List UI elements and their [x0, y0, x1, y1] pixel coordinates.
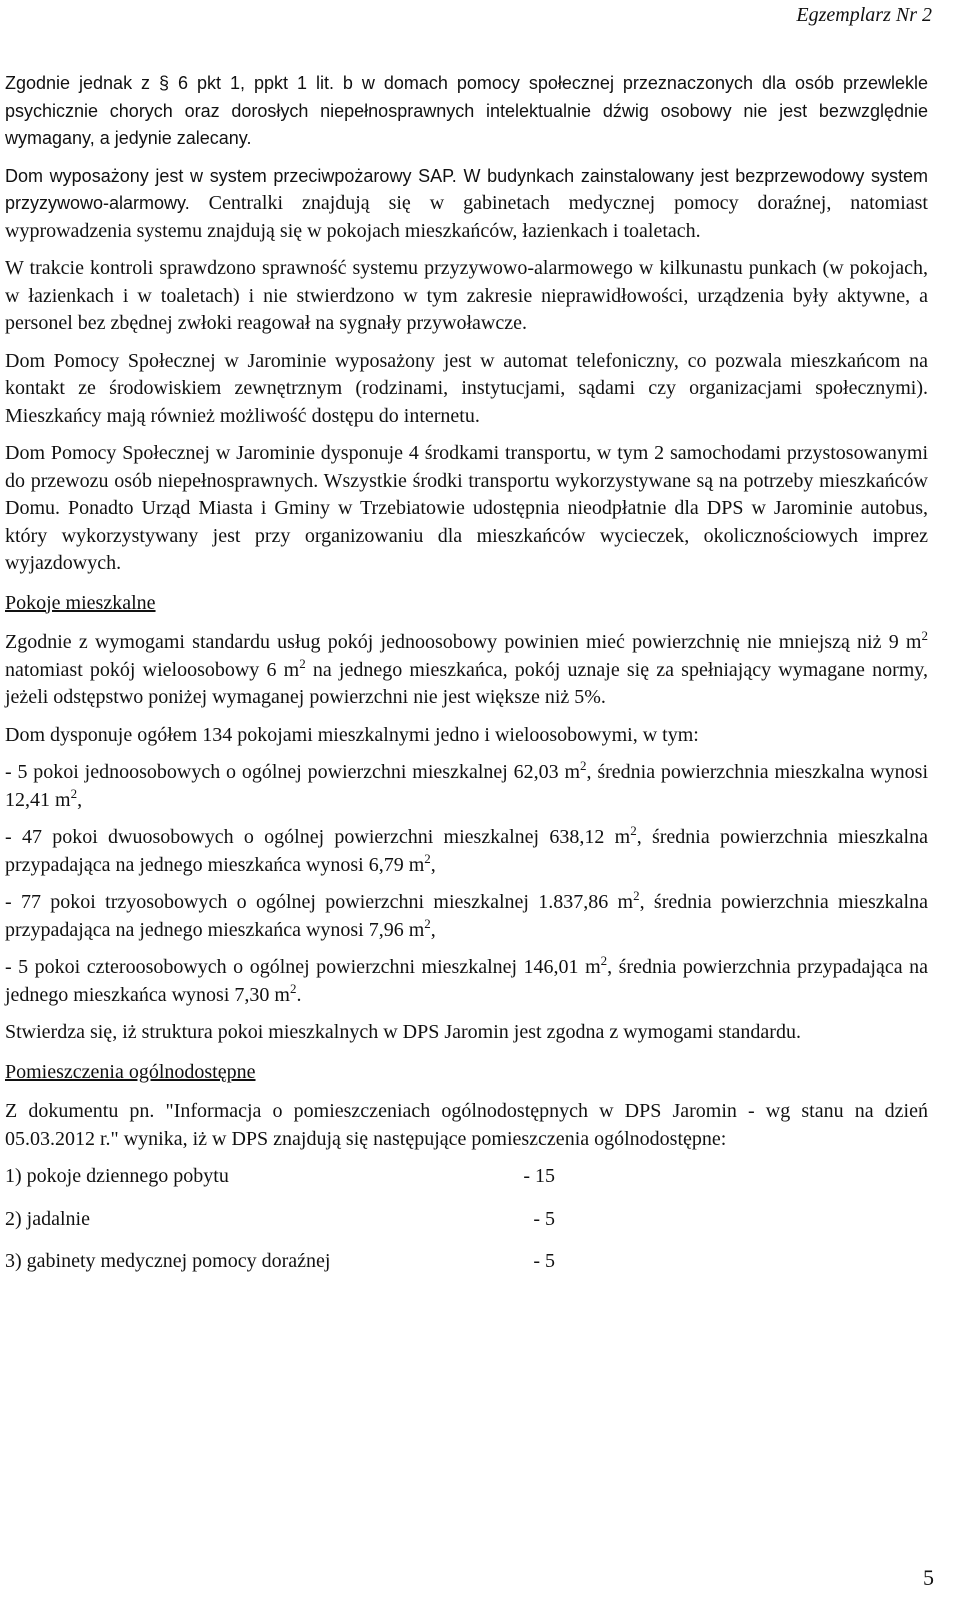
superscript-2: 2: [600, 953, 608, 968]
list-item-count: - 15: [523, 1165, 555, 1187]
superscript-2: 2: [424, 850, 431, 866]
paragraph-inspection: W trakcie kontroli sprawdzono sprawność systemu przyzywowo-alarmowego w kilkunastu punkach (w pokojach, w łazienkach i w toaletach) i nie stwierdzono w tym zakresie nieprawidłowości, urządzenia były aktywne, a personel bez zbędnej zwłoki reagował na sygnały przywoławcze.: [5, 257, 928, 334]
superscript-2: 2: [70, 785, 78, 801]
list-item-count: - 5: [533, 1207, 555, 1230]
section-heading-common-rooms: Pomieszczenia ogólnodostępne: [5, 1060, 256, 1083]
room-item-text: , średnia powierzchnia przypadająca na jednego mieszkańca wynosi 7,30 m: [5, 956, 928, 1006]
page-number: 5: [923, 1565, 934, 1590]
room-item-text: , średnia powierzchnia mieszkalna przypadająca na jednego mieszkańca wynosi 6,79 m: [5, 826, 928, 876]
copy-number-header: Egzemplarz Nr 2: [796, 4, 932, 26]
room-standard-text-c: na jednego mieszkańca, pokój uznaje się za spełniający wymagane normy, jeżeli odstępstwo poniżej wymaganej powierzchni nie jest większe niż 5%.: [5, 658, 928, 708]
document-body: [5, 70, 928, 1291]
list-item: [5, 1248, 928, 1276]
common-rooms-list: [5, 1163, 928, 1276]
superscript-2: 2: [580, 758, 587, 773]
room-standard-text-b: natomiast pokój wieloosobowy 6 m: [5, 658, 300, 681]
superscript-2: 2: [630, 823, 637, 838]
room-item-text: , średnia powierzchnia mieszkalna przypadająca na jednego mieszkańca wynosi 7,96 m: [5, 891, 928, 941]
superscript-2: 2: [299, 655, 306, 671]
paragraph-rooms-conclusion: Stwierdza się, iż struktura pokoi mieszkalnych w DPS Jaromin jest zgodna z wymogami standardu.: [5, 1021, 801, 1043]
paragraph-common-rooms-intro: Z dokumentu pn. "Informacja o pomieszczeniach ogólnodostępnych w DPS Jaromin - wg stanu na dzień 05.03.2012 r." wynika, iż w DPS znajdują się następujące pomieszczenia ogólnodostępne:: [5, 1100, 928, 1150]
room-item-text: , średnia powierzchnia mieszkalna wynosi 12,41 m: [5, 761, 928, 811]
paragraph-room-standard: [5, 629, 928, 712]
room-item-text: .: [296, 983, 302, 1006]
room-item-triple: [5, 889, 928, 944]
list-item-count: - 5: [533, 1250, 555, 1272]
paragraph-elevator: Zgodnie jednak z § 6 pkt 1, ppkt 1 lit. b w domach pomocy społecznej przeznaczonych dla osób przewlekle psychicznie chorych oraz dorosłych niepełnosprawnych intelektualnie dźwig osobowy nie jest bezwzględnie wymagany, a jedynie zalecany.: [5, 73, 928, 148]
room-item-text: ,: [430, 918, 436, 941]
paragraph-telephone: Dom Pomocy Społecznej w Jarominie wyposażony jest w automat telefoniczny, co pozwala mieszkańcom na kontakt ze środowiskiem zewnętrznym (rodzinami, instytucjami, sądami czy organizacjami społecznymi). Mieszkańcy mają również możliwość dostępu do internetu.: [5, 349, 928, 427]
room-standard-text-a: Zgodnie z wymogami standardu usług pokój jednoosobowy powinien mieć powierzchnię nie mniejszą niż 9 m: [5, 631, 922, 653]
section-heading-rooms: Pokoje mieszkalne: [5, 591, 156, 614]
list-item-label: 1) pokoje dziennego pobytu: [5, 1165, 229, 1187]
superscript-2: 2: [921, 628, 928, 643]
paragraph-transport: Dom Pomocy Społecznej w Jarominie dysponuje 4 środkami transportu, w tym 2 samochodami przystosowanymi do przewozu osób niepełnosprawnych. Wszystkie środki transportu wykorzystywane są na potrzeby mieszkańców Domu. Ponadto Urząd Miasta i Gminy w Trzebiatowie udostępnia nieodpłatnie dla DPS w Jarominie autobus, który wykorzystywany jest przy organizowaniu dla mieszkańców wycieczek, okolicznościowych imprez wyjazdowych.: [5, 442, 928, 574]
list-item-label: 3) gabinety medycznej pomocy doraźnej: [5, 1250, 331, 1272]
paragraph-room-total: Dom dysponuje ogółem 134 pokojami mieszkalnymi jedno i wieloosobowymi, w tym:: [5, 723, 699, 746]
paragraph-alarm-system-details: Centralki znajdują się w gabinetach medycznej pomocy doraźnej, natomiast wyprowadzenia systemu znajdują się w pokojach mieszkańców, łazienkach i toaletach.: [5, 192, 928, 242]
paragraph-alarm-system: [5, 163, 928, 246]
list-item: [5, 1206, 928, 1234]
room-item-text: - 77 pokoi trzyosobowych o ogólnej powierzchni mieszkalnej 1.837,86 m: [5, 891, 634, 913]
room-item-quadruple: [5, 954, 928, 1009]
paragraph-alarm-system-intro: Dom wyposażony jest w system przeciwpożarowy SAP. W budynkach zainstalowany jest bezprzewodowy system przyzywowo-alarmowy.: [5, 165, 928, 213]
list-item-label: 2) jadalnie: [5, 1207, 90, 1230]
list-item: [5, 1163, 928, 1191]
room-item-text: ,: [430, 853, 436, 876]
superscript-2: 2: [633, 888, 640, 903]
room-item-text: - 47 pokoi dwuosobowych o ogólnej powierzchni mieszkalnej 638,12 m: [5, 826, 631, 848]
room-item-text: - 5 pokoi jednoosobowych o ogólnej powierzchni mieszkalnej 62,03 m: [5, 761, 581, 783]
room-item-double: [5, 824, 928, 879]
room-item-single: [5, 759, 928, 814]
room-item-text: - 5 pokoi czteroosobowych o ogólnej powierzchni mieszkalnej 146,01 m: [5, 956, 601, 978]
room-item-text: ,: [77, 788, 83, 811]
superscript-2: 2: [289, 980, 297, 996]
superscript-2: 2: [424, 915, 431, 931]
